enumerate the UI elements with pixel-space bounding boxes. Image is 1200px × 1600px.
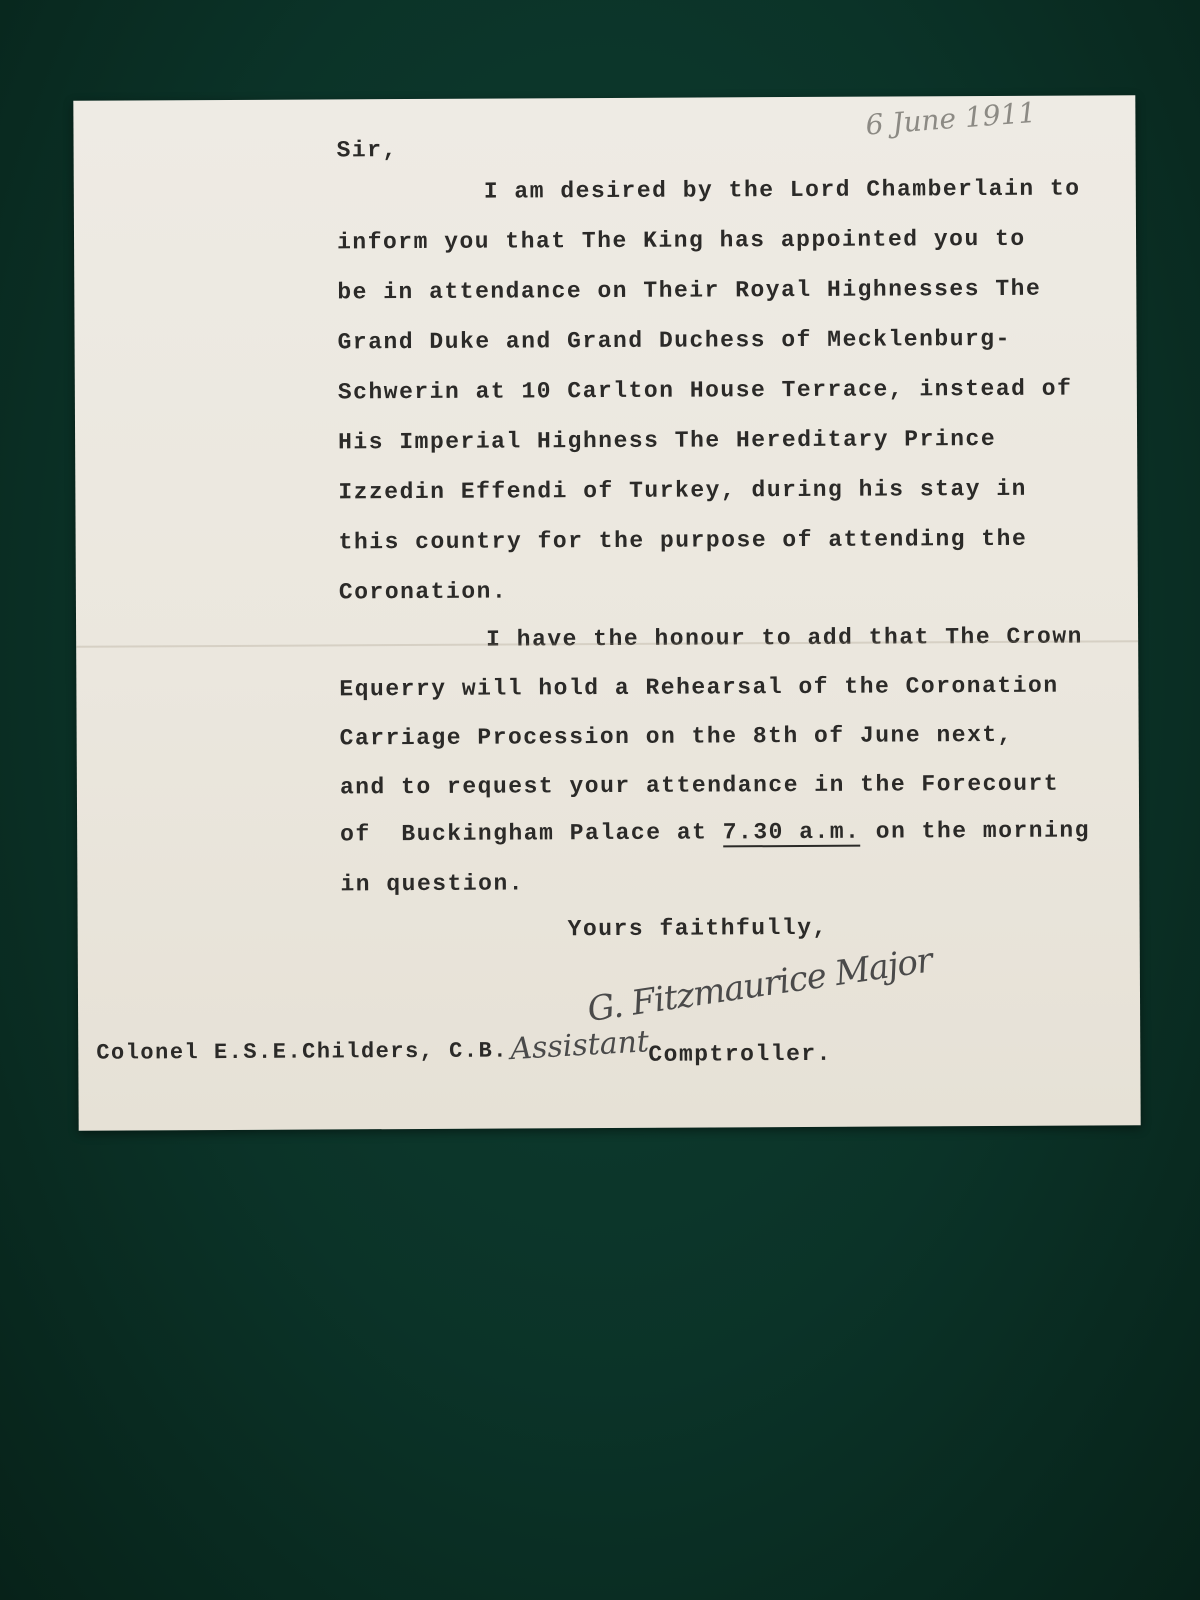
paragraph1-line: His Imperial Highness The Hereditary Prince (338, 425, 997, 456)
paragraph1-line: Izzedin Effendi of Turkey, during his stay in (338, 475, 1028, 506)
paragraph1-line: inform you that The King has appointed you to (336, 225, 1026, 256)
paragraph1-line: Grand Duke and Grand Duchess of Mecklenburg- (337, 325, 1011, 356)
paragraph1-line: be in attendance on Their Royal Highnesses The (337, 275, 1042, 306)
rehearsal-time: 7.30 a.m. (722, 818, 861, 846)
handwritten-signature: G. Fitzmaurice Major (584, 940, 935, 1031)
paragraph1-line: Coronation. (338, 578, 508, 606)
salutation: Sir, (336, 137, 398, 164)
signatory-title: Comptroller. (648, 1040, 833, 1068)
paragraph1-line: I am desired by the Lord Chamberlain to (483, 175, 1081, 205)
paragraph2-line: Equerry will hold a Rehearsal of the Coronation (339, 672, 1059, 703)
line-text: on the morning (860, 817, 1091, 845)
paragraph2-line: in question. (340, 870, 525, 898)
addressee: Colonel E.S.E.Childers, C.B. (96, 1038, 509, 1066)
paragraph1-line: Schwerin at 10 Carlton House Terrace, instead of (337, 375, 1073, 406)
paragraph2-line: I have the honour to add that The Crown (486, 623, 1083, 653)
paragraph2-line: and to request your attendance in the Forecourt (339, 770, 1060, 801)
closing: Yours faithfully, (567, 914, 828, 943)
paragraph2-line: Carriage Procession on the 8th of June next, (339, 721, 1014, 752)
letter-sheet (73, 95, 1140, 1131)
line-text: of Buckingham Palace at (340, 819, 723, 848)
paragraph1-line: this country for the purpose of attending the (338, 525, 1028, 556)
handwritten-assistant-note: Assistant (509, 1024, 650, 1068)
handwritten-date: 6 June 1911 (864, 95, 1038, 142)
paragraph2-line (340, 817, 1090, 847)
